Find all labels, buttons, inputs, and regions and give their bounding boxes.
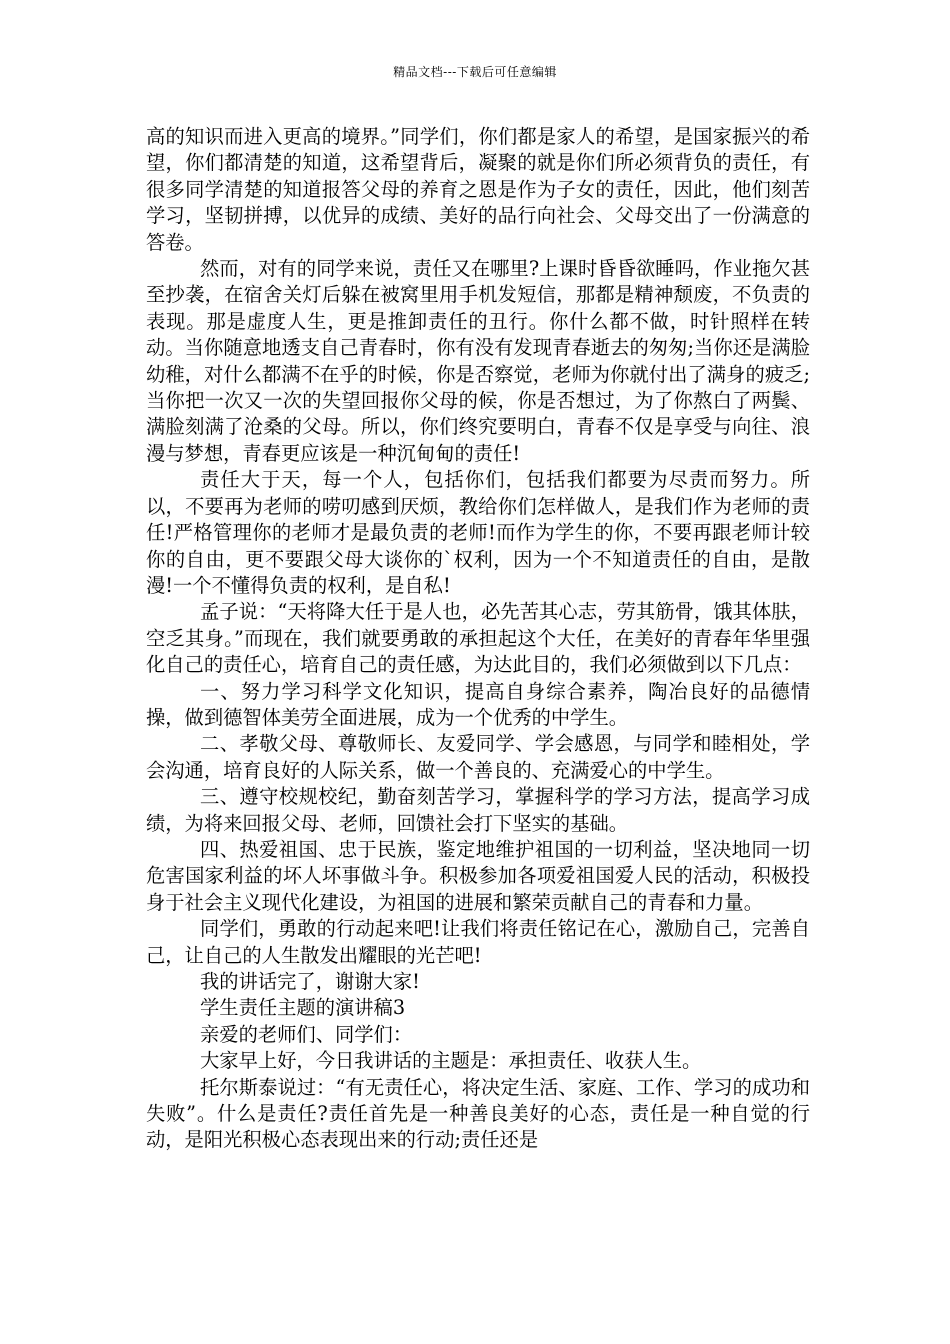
paragraph-4: 孟子说：“天将降大任于是人也，必先苦其心志，劳其筋骨，饿其体肤，空乏其身。”而现在，我们就要勇敢的承担起这个大任，在美好的青春年华里强化自己的责任心，培育自己的责任感，为达此目的，我们必须做到以下几点： xyxy=(146,600,810,677)
speech-greeting: 亲爱的老师们、同学们： xyxy=(200,1022,413,1046)
paragraph-1: 高的知识而进入更高的境界。”同学们，你们都是家人的希望，是国家振兴的希望，你们都清楚的知道，这希望背后，凝聚的就是你们所必须背负的责任，有很多同学清楚的知道报答父母的养育之恩是作为子女的责任，因此，他们刻苦学习，坚韧拼搏，以优异的成绩、美好的品行向社会、父母交出了一份满意的答卷。 xyxy=(146,125,810,254)
paragraph-8: 四、热爱祖国、忠于民族，鉴定地维护祖国的一切利益，坚决地同一切危害国家利益的坏人坏事做斗争。积极参加各项爱祖国爱人民的活动，积极投身于社会主义现代化建设，为祖国的进展和繁荣贡献自己的青春和力量。 xyxy=(146,837,810,914)
paragraph-10: 我的讲话完了，谢谢大家! xyxy=(200,970,420,993)
paragraph-3: 责任大于天，每一个人，包括你们，包括我们都要为尽责而努力。所以，不要再为老师的唠叨感到厌烦，教给你们怎样做人，是我们作为老师的责任!严格管理你的老师才是最负责的老师!而作为学生的你，不要再跟老师计较你的自由，更不要跟父母大谈你的`权利，因为一个不知道责任的自由，是散漫!一个不懂得负责的权利，是自私! xyxy=(146,468,810,597)
paragraph-5: 一、努力学习科学文化知识，提高自身综合素养，陶冶良好的品德情操，做到德智体美劳全面进展，成为一个优秀的中学生。 xyxy=(146,679,810,729)
speech-title: 学生责任主题的演讲稿3 xyxy=(200,996,406,1020)
paragraph-2: 然而，对有的同学来说，责任又在哪里?上课时昏昏欲睡吗，作业拖欠甚至抄袭，在宿舍关灯后躲在被窝里用手机发短信，那都是精神颓废，不负责的表现。那是虚度人生，更是推卸责任的丑行。你什么都不做，时针照样在转动。当你随意地透支自己青春时，你有没有发现青春逝去的匆匆;当你还是满脸幼稚，对什么都满不在乎的时候，你是否察觉，老师为你就付出了满身的疲乏;当你把一次又一次的失望回报你父母的候，你是否想过，为了你熬白了两鬓、满脸刻满了沧桑的父母。所以，你们终究要明白，青春不仅是享受与向往、浪漫与梦想，青春更应该是一种沉甸甸的责任! xyxy=(146,257,810,465)
paragraph-6: 二、孝敬父母、尊敬师长、友爱同学、学会感恩，与同学和睦相处，学会沟通，培育良好的人际关系，做一个善良的、充满爱心的中学生。 xyxy=(146,732,810,782)
paragraph-13: 大家早上好，今日我讲话的主题是：承担责任、收获人生。 xyxy=(200,1049,702,1073)
paragraph-14: 托尔斯泰说过：“有无责任心，将决定生活、家庭、工作、学习的成功和失败”。什么是责任?责任首先是一种善良美好的心态，责任是一种自觉的行动，是阳光积极心态表现出来的行动;责任还是 xyxy=(146,1075,810,1152)
paragraph-7: 三、遵守校规校纪，勤奋刻苦学习，掌握科学的学习方法，提高学习成绩，为将来回报父母、老师，回馈社会打下坚实的基础。 xyxy=(146,785,810,835)
document-body xyxy=(146,124,810,1154)
page-header: 精品文档---下载后可任意编辑 xyxy=(393,65,557,79)
paragraph-9: 同学们，勇敢的行动起来吧!让我们将责任铭记在心，激励自己，完善自己，让自己的人生散发出耀眼的光芒吧! xyxy=(146,917,810,967)
